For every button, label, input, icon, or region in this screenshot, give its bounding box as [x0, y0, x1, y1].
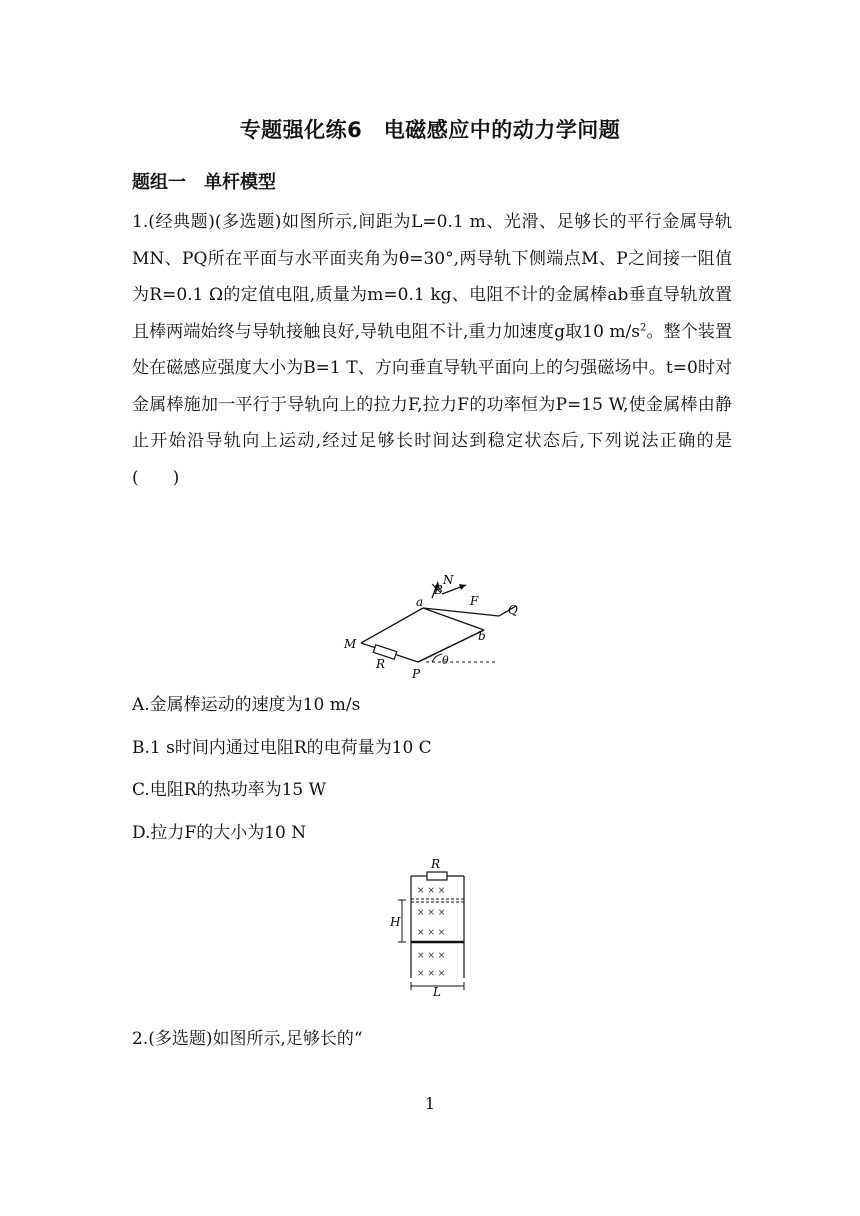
- figure-inclined-rails: [336, 568, 536, 686]
- label-r2: R: [431, 857, 441, 871]
- page-title: 专题强化练6 电磁感应中的动力学问题: [239, 118, 621, 142]
- question-1-text: [132, 204, 732, 496]
- label-b: B: [434, 583, 443, 597]
- svg-text:× × ×: × × ×: [417, 908, 446, 918]
- svg-text:× × ×: × × ×: [417, 928, 446, 938]
- label-m: M: [344, 637, 357, 651]
- figure-vertical-rails: [386, 856, 476, 996]
- label-l: L: [433, 985, 441, 996]
- section-heading: 题组一 单杆模型: [132, 172, 276, 193]
- option-d: D.拉力F的大小为10 N: [132, 823, 307, 843]
- question-1-text-part2: 。整个装置处在磁感应强度大小为B=1 T、方向垂直导轨平面向上的匀强磁场中。t=0时对金属棒施加一平行于导轨向上的拉力F,拉力F的功率恒为P=15 W,使金属棒由静止开始沿导轨向上运动,经过足够长时间达到稳定状态后,下列说法正确的是( ): [132, 321, 733, 488]
- label-a: a: [416, 595, 424, 609]
- option-b: B.1 s时间内通过电阻R的电荷量为10 C: [132, 738, 432, 758]
- page-number: 1: [424, 1094, 436, 1113]
- label-n: N: [443, 573, 454, 587]
- label-q: Q: [508, 603, 518, 617]
- label-h: H: [390, 915, 401, 929]
- label-r: R: [376, 657, 386, 671]
- svg-text:× × ×: × × ×: [417, 969, 446, 979]
- option-c: C.电阻R的热功率为15 W: [132, 780, 327, 800]
- question-1-text-part1: 1.(经典题)(多选题)如图所示,间距为L=0.1 m、光滑、足够长的平行金属导轨MN、PQ所在平面与水平面夹角为θ=30°,两导轨下侧端点M、P之间接一阻值为R=0.1 Ω的定值电阻,质量为m=0.1 kg、电阻不计的金属棒ab垂直导轨放置且棒两端始终与导轨接触良好,导轨电阻不计,重力加速度g取10 m/s: [132, 212, 732, 342]
- svg-text:× × ×: × × ×: [417, 951, 446, 961]
- question-2-text: 2.(多选题)如图所示,足够长的“: [132, 1029, 363, 1049]
- rail-top-left: [361, 608, 423, 643]
- resistor-r2: [427, 872, 447, 880]
- label-p: P: [412, 667, 421, 681]
- label-f: F: [470, 594, 479, 608]
- svg-text:× × ×: × × ×: [417, 886, 446, 896]
- option-a: A.金属棒运动的速度为10 m/s: [132, 695, 361, 715]
- label-b-lower: b: [478, 629, 486, 643]
- superscript-2: 2: [640, 321, 647, 333]
- label-theta: θ: [442, 654, 449, 667]
